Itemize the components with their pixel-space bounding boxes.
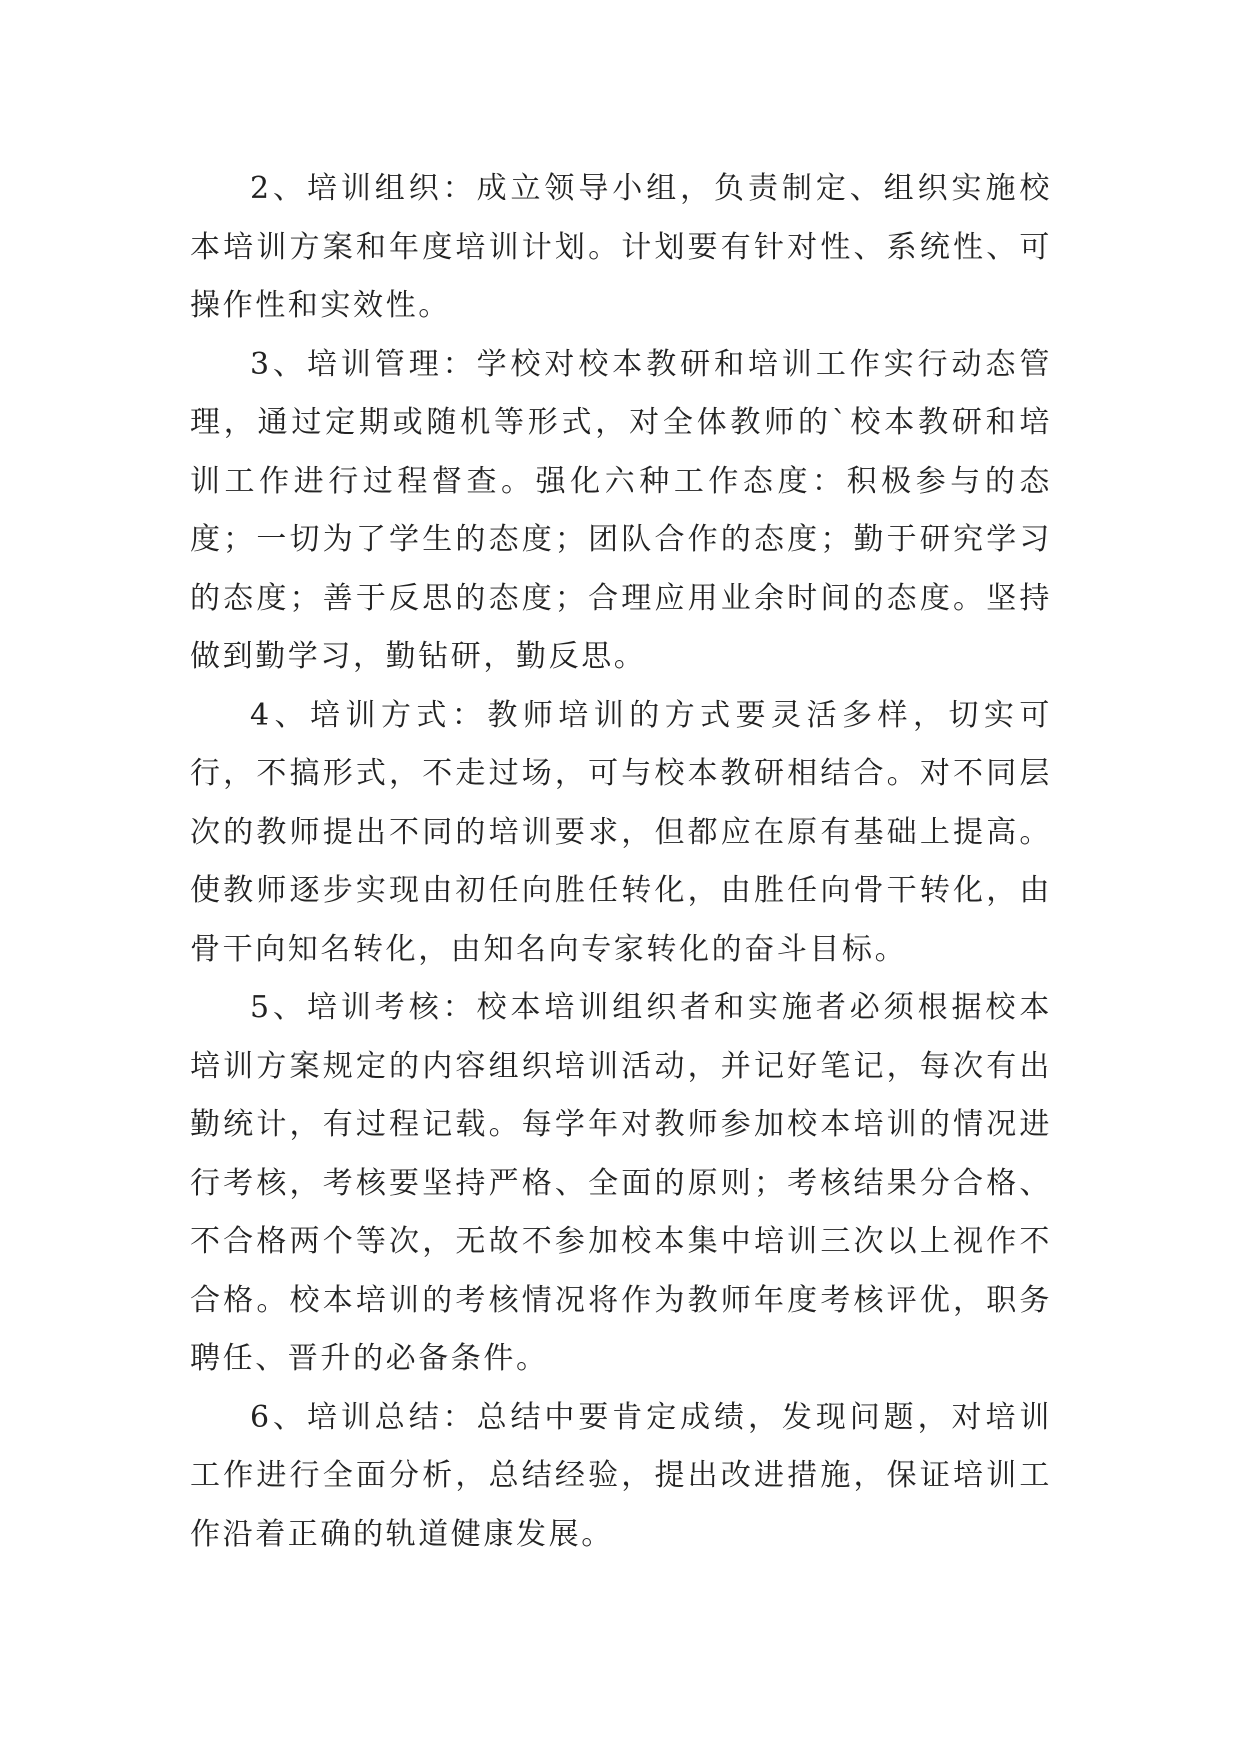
paragraph-training-organization: 2、培训组织：成立领导小组，负责制定、组织实施校本培训方案和年度培训计划。计划要有针对性、系统性、可操作性和实效性。 xyxy=(190,171,1052,323)
paragraph-training-assessment: 5、培训考核：校本培训组织者和实施者必须根据校本培训方案规定的内容组织培训活动，并记好笔记，每次有出勤统计，有过程记载。每学年对教师参加校本培训的情况进行考核，考核要坚持严格、全面的原则；考核结果分合格、不合格两个等次，无故不参加校本集中培训三次以上视作不合格。校本培训的考核情况将作为教师年度考核评优，职务聘任、晋升的必备条件。 xyxy=(190,990,1052,1376)
document-body xyxy=(190,160,1052,1564)
paragraph-training-method: 4、培训方式：教师培训的方式要灵活多样，切实可行，不搞形式，不走过场，可与校本教研相结合。对不同层次的教师提出不同的培训要求，但都应在原有基础上提高。使教师逐步实现由初任向胜任转化，由胜任向骨干转化，由骨干向知名转化，由知名向专家转化的奋斗目标。 xyxy=(190,697,1052,967)
paragraph-training-summary: 6、培训总结：总结中要肯定成绩，发现问题，对培训工作进行全面分析，总结经验，提出改进措施，保证培训工作沿着正确的轨道健康发展。 xyxy=(190,1399,1052,1552)
paragraph-training-management: 3、培训管理：学校对校本教研和培训工作实行动态管理，通过定期或随机等形式，对全体教师的`校本教研和培训工作进行过程督查。强化六种工作态度：积极参与的态度；一切为了学生的态度；团队合作的态度；勤于研究学习的态度；善于反思的态度；合理应用业余时间的态度。坚持做到勤学习，勤钻研，勤反思。 xyxy=(190,346,1052,674)
